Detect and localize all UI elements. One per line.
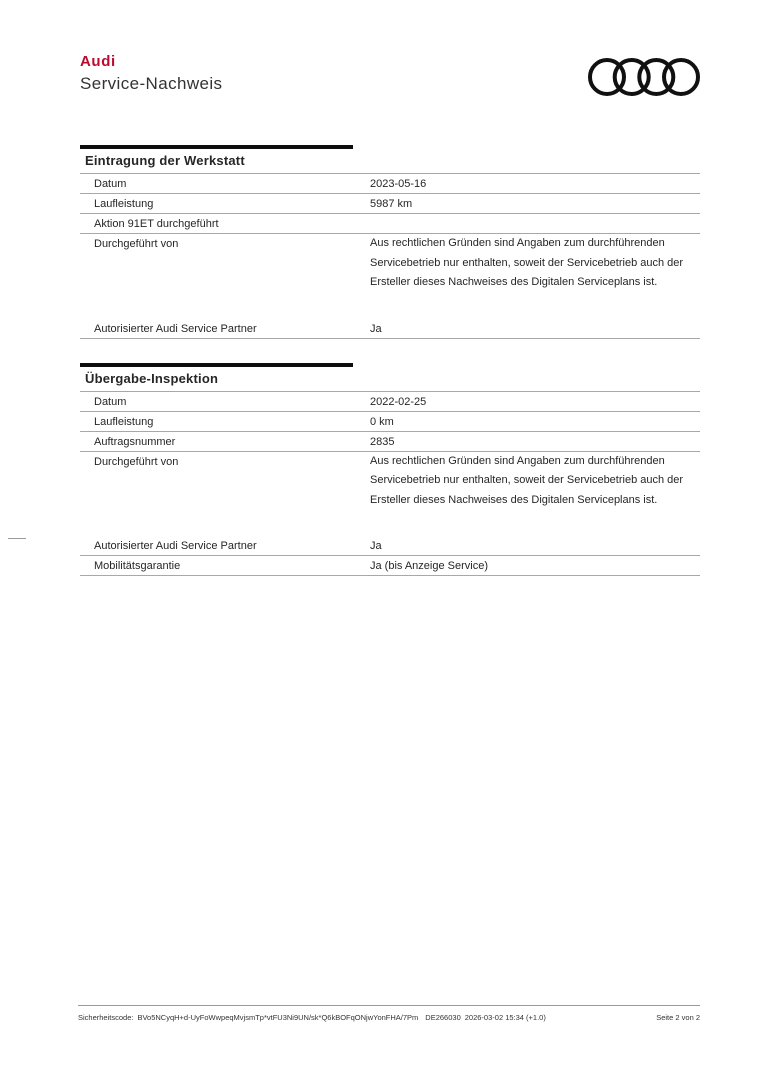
field-row [80, 234, 700, 319]
field-row [80, 319, 700, 339]
service-section [80, 145, 700, 339]
page-number: Seite 2 von 2 [656, 1013, 700, 1022]
field-label: Datum [94, 178, 127, 190]
field-label: Laufleistung [94, 415, 154, 428]
field-label: Autorisierter Audi Service Partner [94, 322, 257, 335]
field-row [80, 214, 700, 234]
field-value: Aus rechtlichen Gründen sind Angaben zum durchführenden Servicebetrieb nur enthalten, soweit der Servicebetrieb auch der Ersteller dieses Nachweises des Digitalen Serviceplans ist. [370, 454, 684, 506]
field-value: 5987 km [370, 198, 413, 210]
field-label: Mobilitätsgarantie [94, 560, 181, 572]
dealer-code: DE266030 [425, 1013, 461, 1022]
document-header [80, 53, 222, 94]
service-section [80, 363, 700, 577]
field-label: Durchgeführt von [94, 238, 179, 250]
field-value: Ja (bis Anzeige Service) [370, 560, 488, 572]
print-timestamp: 2026-03-02 15:34 (+1.0) [464, 1013, 546, 1022]
field-row [80, 174, 700, 194]
field-value: Ja [370, 322, 382, 335]
field-value: 2022-02-25 [370, 395, 427, 408]
page-title: Service-Nachweis [80, 74, 223, 93]
field-value: 2023-05-16 [370, 178, 427, 190]
field-row [80, 536, 700, 556]
field-label: Laufleistung [94, 198, 154, 210]
field-label: Autorisierter Audi Service Partner [94, 540, 257, 552]
field-row [80, 432, 700, 452]
field-value: 0 km [370, 415, 394, 428]
security-code-value: BVo5NCyqH+d-UyFoWwpeqMvjsmTp*vtFU3Ni9UN/sk*Q6kBOFqONjwYonFHA/7Pm [137, 1013, 419, 1022]
audi-four-rings-icon [588, 58, 700, 96]
field-label: Auftragsnummer [94, 435, 176, 448]
field-value: Aus rechtlichen Gründen sind Angaben zum durchführenden Servicebetrieb nur enthalten, soweit der Servicebetrieb auch der Ersteller dieses Nachweises des Digitalen Serviceplans ist. [370, 237, 684, 288]
field-value: Ja [370, 540, 382, 552]
field-row [80, 412, 700, 432]
sections-container [80, 145, 700, 576]
field-row [80, 392, 700, 412]
field-label: Datum [94, 395, 127, 408]
field-row [80, 556, 700, 576]
field-label: Aktion 91ET durchgeführt [94, 218, 219, 230]
field-value: 2835 [370, 435, 395, 448]
field-label: Durchgeführt von [94, 455, 179, 468]
document-footer [78, 1005, 700, 1022]
field-row [80, 452, 700, 537]
section-heading: Übergabe-Inspektion [80, 367, 700, 392]
field-row [80, 194, 700, 214]
brand-name: Audi [80, 53, 116, 70]
fold-mark [8, 538, 26, 539]
security-code-label: Sicherheitscode: [78, 1013, 134, 1022]
section-heading: Eintragung der Werkstatt [80, 149, 700, 174]
